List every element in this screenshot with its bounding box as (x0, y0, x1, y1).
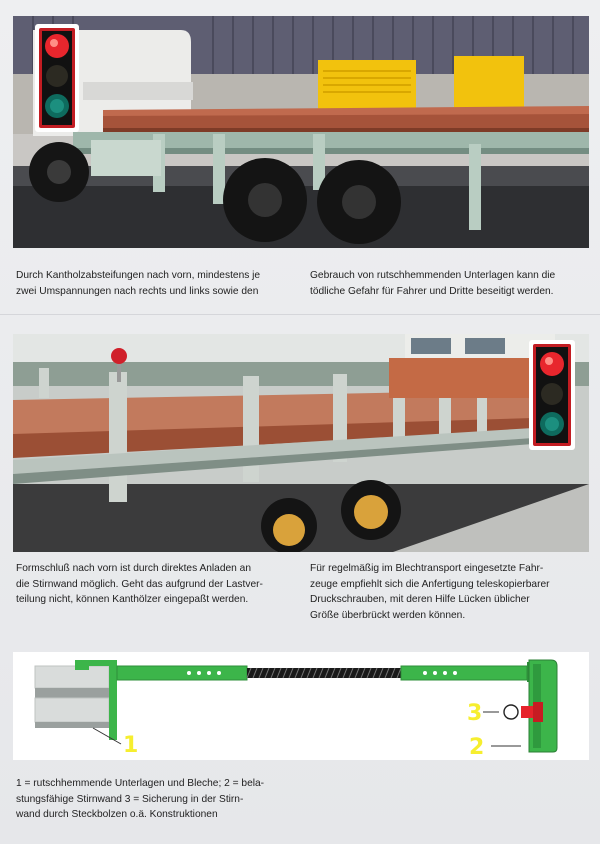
photo-truck-plates-side (13, 16, 589, 248)
label-2: 2 (469, 735, 485, 760)
label-1: 1 (123, 733, 139, 758)
text-line: Gebrauch von rutschhemmenden Unterlagen kann die (310, 270, 556, 281)
text-line: zwei Umspannungen nach rechts und links sowie den (16, 285, 259, 297)
text-line: teilung nicht, können Kanthölzer eingepaßt werden. (16, 594, 249, 605)
text-line: Formschluß nach vorn ist durch direktes Anladen an (16, 563, 251, 574)
text-line: Größe überbrückt werden können. (310, 609, 466, 621)
section2-text-right (310, 561, 589, 623)
text-line: Für regelmäßig im Blechtransport eingesetzte Fahr- (310, 563, 544, 574)
text-line: die Stirnwand möglich. Geht das aufgrund der Lastver- (16, 578, 263, 590)
section1-text-left (16, 268, 293, 299)
photo-stake-truck-headboard (13, 334, 589, 552)
label-3: 3 (467, 701, 483, 726)
section1-text-right (310, 268, 589, 299)
section-divider (0, 314, 600, 315)
text-line: wand durch Steckbolzen o.ä. Konstruktionen (16, 809, 218, 820)
text-line: tödliche Gefahr für Fahrer und Dritte beseitigt werden. (310, 285, 554, 297)
text-line: Druckschrauben, mit deren Hilfe Lücken üblicher (310, 594, 530, 605)
diagram-caption (16, 776, 296, 823)
diagram-pressure-screw (13, 652, 589, 760)
section2-text-left (16, 561, 293, 608)
text-line: Durch Kantholzabsteifungen nach vorn, mindestens je (16, 270, 261, 281)
text-line: zeuge empfiehlt sich die Anfertigung teleskopierbarer (310, 578, 550, 590)
text-line: stungsfähige Stirnwand 3 = Sicherung in der Stirn- (16, 793, 244, 805)
text-line: 1 = rutschhemmende Unterlagen und Bleche; 2 = bela- (16, 778, 265, 789)
